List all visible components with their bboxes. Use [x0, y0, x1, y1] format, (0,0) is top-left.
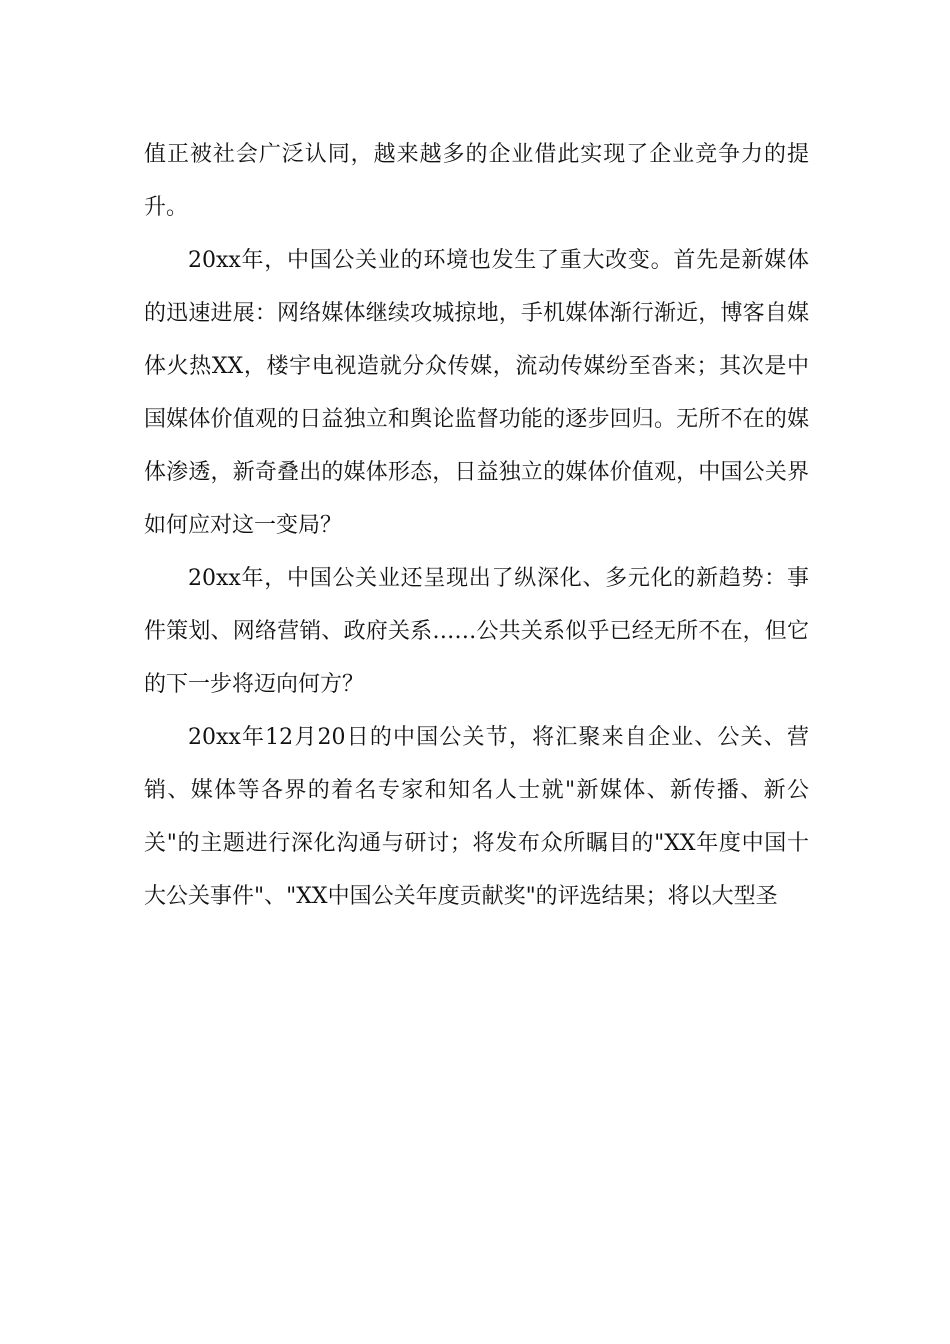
paragraph-media-environment: 20xx年，中国公关业的环境也发生了重大改变。首先是新媒体的迅速进展：网络媒体继续攻城掠地，手机媒体渐行渐近，博客自媒体火热XX，楼宇电视造就分众传媒，流动传媒纷至沓来；其次是中国媒体价值观的日益独立和舆论监督功能的逐步回归。无所不在的媒体渗透，新奇叠出的媒体形态，日益独立的媒体价值观，中国公关界如何应对这一变局？ — [144, 248, 809, 538]
paragraph-continuation: 值正被社会广泛认同，越来越多的企业借此实现了企业竞争力的提升。 — [144, 142, 809, 220]
document-body — [144, 128, 809, 923]
paragraph-pr-festival: 20xx年12月20日的中国公关节，将汇聚来自企业、公关、营销、媒体等各界的着名专家和知名人士就"新媒体、新传播、新公关"的主题进行深化沟通与研讨；将发布众所瞩目的"XX年度中国十大公关事件"、"XX中国公关年度贡献奖"的评选结果；将以大型圣 — [144, 725, 809, 909]
paragraph-new-trends: 20xx年，中国公关业还呈现出了纵深化、多元化的新趋势：事件策划、网络营销、政府关系……公共关系似乎已经无所不在，但它的下一步将迈向何方？ — [144, 566, 809, 697]
